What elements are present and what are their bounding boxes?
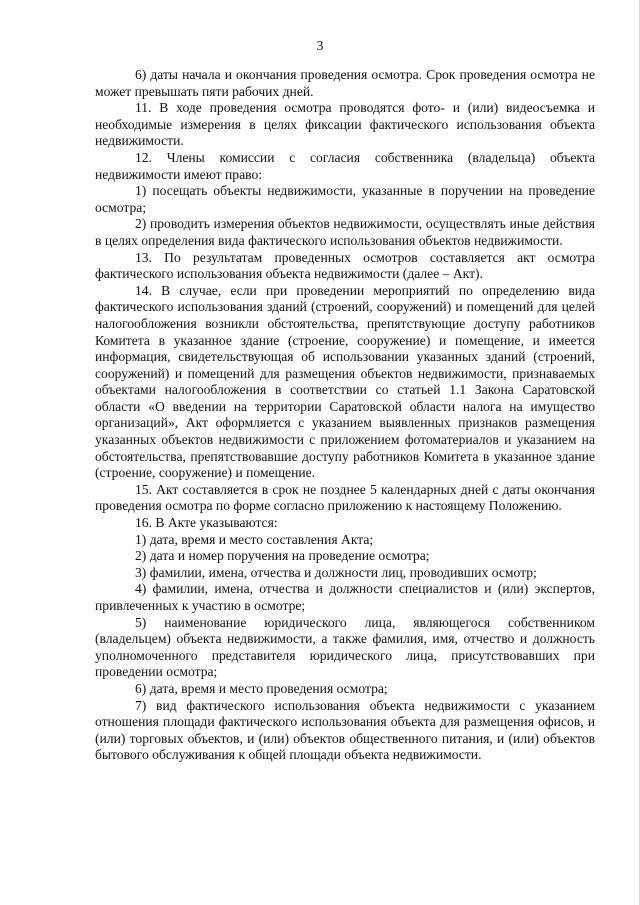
paragraph-16-item-6: 6) дата, время и место проведения осмотра; [135,680,388,696]
paragraph-16-item-5: 5) наименование юридического лица, являющегося собственником (владельцем) объекта недвижимости, а также фамилия, имя, отчество и должность уполномоченного представителя юридического лица, присутствовавших при проведении осмотра; [95,614,595,680]
page-number: 3 [316,38,324,53]
paragraph-12: 12. Члены комиссии с согласия собственника (владельца) объекта недвижимости имеют право: [95,149,595,182]
paragraph-16-item-2: 2) дата и номер поручения на проведение осмотра; [135,548,430,564]
paragraph-16-item-7: 7) вид фактического использования объекта недвижимости с указанием отношения площади фактического использования объекта для размещения офисов, и (или) торговых объектов, и (или) объектов общественного питания, и (или) объектов бытового обслуживания к общей площади объекта недвижимости. [95,697,595,763]
paragraph-12-item-1: 1) посещать объекты недвижимости, указанные в поручении на проведение осмотра; [95,183,595,215]
paragraph-15: 15. Акт составляется в срок не позднее 5 календарных дней с даты окончания проведения осмотра по форме согласно приложению к настоящему Положению. [95,481,595,514]
paragraph-16: 16. В Акте указываются: [135,515,278,531]
paragraph-16-item-1: 1) дата, время и место составления Акта; [135,531,374,547]
paragraph-6-dates: 6) даты начала и окончания проведения осмотра. Срок проведения осмотра не может превышать пяти рабочих дней. [95,67,595,99]
paragraph-14: 14. В случае, если при проведении мероприятий по определению вида фактического использования зданий (строений, сооружений) и помещений для целей налогообложения возникли обстоятельства, препятствующие доступу работников Комитета в указанное здание (строение, сооружение) и помещение, и имеется информация, свидетельствующая об использовании указанных зданий (строений, сооружений) и помещений для размещения объектов недвижимости, признаваемых объектами налогообложения в соответствии со статьей 1.1 Закона Саратовской области «О введении на территории Саратовской области налога на имущество организаций», Акт оформляется с указанием выявленных признаков размещения указанных объектов недвижимости с приложением фотоматериалов и указанием на обстоятельства, препятствовавшие доступу работников Комитета в указанное здание (строение, сооружение) и помещение. [95,282,595,481]
paragraph-13: 13. По результатам проведенных осмотров составляется акт осмотра фактического использования объекта недвижимости (далее – Акт). [95,249,595,282]
paragraph-12-item-2: 2) проводить измерения объектов недвижимости, осуществлять иные действия в целях определения вида фактического использования объектов недвижимости. [95,216,595,248]
paragraph-16-item-3: 3) фамилии, имена, отчества и должности лиц, проводивших осмотр; [135,564,537,580]
paragraph-16-item-4: 4) фамилии, имена, отчества и должности специалистов и (или) экспертов, привлеченных к участию в осмотре; [95,581,595,613]
paragraph-11: 11. В ходе проведения осмотра проводятся фото- и (или) видеосъемка и необходимые измерения в целях фиксации фактического использования объекта недвижимости. [95,100,595,149]
document-body [95,67,595,764]
